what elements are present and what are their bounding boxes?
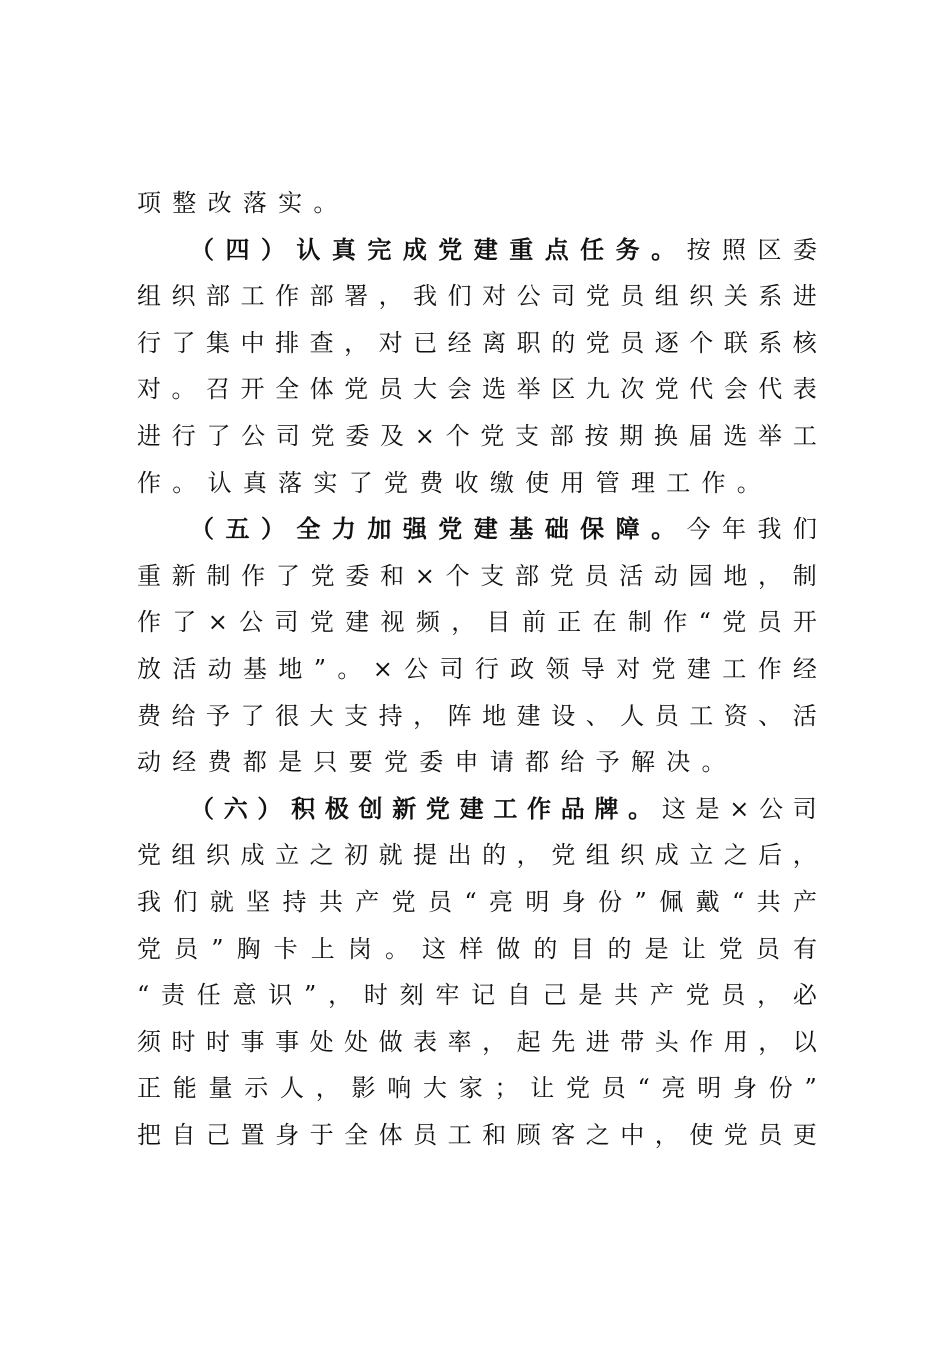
text-line: （ 六 ） 积 极 创 新 党 建 工 作 品 牌 。 这 是 × 公 司	[190, 794, 817, 823]
text-line: 费 给 予 了 很 大 支 持 ， 阵 地 建 设 、 人 员 工 资 、 活	[137, 701, 817, 730]
text-line: 进 行 了 公 司 党 委 及 × 个 党 支 部 按 期 换 届 选 举 工	[137, 421, 817, 450]
paragraph-p5	[137, 506, 817, 786]
text-line: （ 五 ） 全 力 加 强 党 建 基 础 保 障 。 今 年 我 们	[190, 515, 817, 544]
text-line: 放 活 动 基 地 ” 。 × 公 司 行 政 领 导 对 党 建 工 作 经	[137, 654, 817, 683]
text-line: （ 四 ） 认 真 完 成 党 建 重 点 任 务 。 按 照 区 委	[190, 235, 817, 264]
text-line: 党 组 织 成 立 之 初 就 提 出 的 ， 党 组 织 成 立 之 后 ，	[137, 841, 817, 870]
document-body	[137, 180, 817, 1158]
text-line: 把 自 己 置 身 于 全 体 员 工 和 顾 客 之 中 ， 使 党 员 更	[137, 1120, 817, 1149]
text-line: 党 员 ” 胸 卡 上 岗 。 这 样 做 的 目 的 是 让 党 员 有	[137, 934, 817, 963]
text-line: 须 时 时 事 事 处 处 做 表 率 ， 起 先 进 带 头 作 用 ， 以	[137, 1027, 817, 1056]
text-line: 动 经 费 都 是 只 要 党 委 申 请 都 给 予 解 决 。	[137, 748, 737, 777]
text-line: 行 了 集 中 排 查 ， 对 已 经 离 职 的 党 员 逐 个 联 系 核	[137, 328, 817, 357]
text-line: 正 能 量 示 人 ， 影 响 大 家 ； 让 党 员 “ 亮 明 身 份 ”	[137, 1074, 817, 1103]
paragraph-p0	[137, 180, 817, 227]
text-line: 重 新 制 作 了 党 委 和 × 个 支 部 党 员 活 动 园 地 ， 制	[137, 561, 817, 590]
text-line: “ 责 任 意 识 ” ， 时 刻 牢 记 自 己 是 共 产 党 员 ， 必	[137, 981, 817, 1010]
paragraph-p6	[137, 786, 817, 1159]
text-line: 组 织 部 工 作 部 署 ， 我 们 对 公 司 党 员 组 织 关 系 进	[137, 282, 817, 311]
text-line: 项 整 改 落 实 。	[137, 189, 349, 217]
text-line: 作 。 认 真 落 实 了 党 费 收 缴 使 用 管 理 工 作 。	[137, 468, 773, 497]
text-line: 作 了 × 公 司 党 建 视 频 ， 目 前 正 在 制 作 “ 党 员 开	[137, 608, 817, 637]
paragraph-p4	[137, 227, 817, 507]
text-line: 对 。 召 开 全 体 党 员 大 会 选 举 区 九 次 党 代 会 代 表	[137, 375, 817, 404]
text-line: 我 们 就 坚 持 共 产 党 员 “ 亮 明 身 份 ” 佩 戴 “ 共 产	[137, 887, 817, 916]
